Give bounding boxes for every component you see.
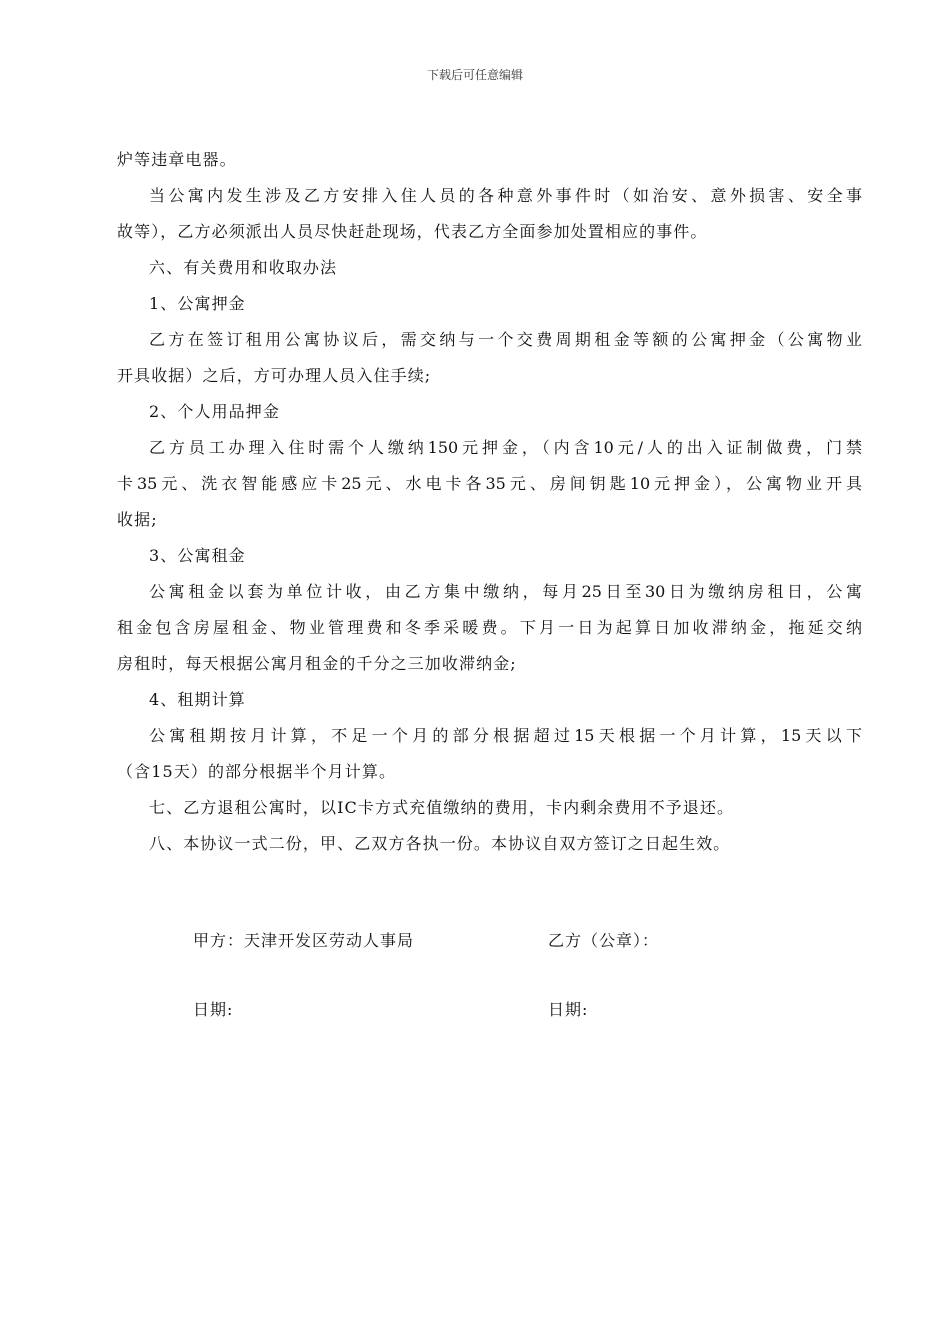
page-header: 下载后可任意编辑 [426, 68, 523, 82]
body-line-6: 乙方在签订租用公寓协议后，需交纳与一个交费周期租金等额的公寓押金（公寓物业 [149, 330, 862, 349]
party-a-signature: 甲方：天津开发区劳动人事局 [193, 931, 415, 950]
body-line-9: 乙方员工办理入住时需个人缴纳150元押金，（内含10元/人的出入证制做费，门禁 [149, 438, 862, 457]
subsection-personal-deposit: 2、个人用品押金 [149, 402, 280, 421]
section-heading-fees: 六、有关费用和收取办法 [149, 258, 338, 277]
document-body [117, 142, 862, 862]
party-a-date: 日期: [193, 1000, 234, 1019]
body-line-18: （含15天）的部分根据半个月计算。 [117, 762, 397, 781]
subsection-apartment-deposit: 1、公寓押金 [149, 294, 246, 313]
body-line-15: 房租时，每天根据公寓月租金的千分之三加收滞纳金; [117, 654, 517, 673]
body-line-13: 公寓租金以套为单位计收，由乙方集中缴纳，每月25日至30日为缴纳房租日，公寓 [149, 582, 862, 601]
subsection-apartment-rent: 3、公寓租金 [149, 546, 246, 565]
party-b-date: 日期: [548, 1000, 589, 1019]
body-line-2: 当公寓内发生涉及乙方安排入住人员的各种意外事件时（如治安、意外损害、安全事 [149, 186, 862, 205]
body-line-17: 公寓租期按月计算，不足一个月的部分根据超过15天根据一个月计算，15天以下 [149, 726, 862, 745]
clause-eight: 八、本协议一式二份，甲、乙双方各执一份。本协议自双方签订之日起生效。 [149, 834, 731, 853]
body-line-10: 卡35元、洗衣智能感应卡25元、水电卡各35元、房间钥匙10元押金），公寓物业开具 [117, 474, 862, 493]
body-line-7: 开具收据）之后，方可办理人员入住手续; [117, 366, 432, 385]
body-line-1: 炉等违章电器。 [117, 150, 237, 169]
clause-seven: 七、乙方退租公寓时，以IC卡方式充值缴纳的费用，卡内剩余费用不予退还。 [149, 798, 735, 817]
party-b-signature: 乙方（公章）： [548, 931, 660, 950]
body-line-11: 收据; [117, 510, 158, 529]
subsection-lease-period: 4、租期计算 [149, 690, 246, 709]
body-line-3: 故等），乙方必须派出人员尽快赶赴现场，代表乙方全面参加处置相应的事件。 [117, 222, 708, 241]
body-line-14: 租金包含房屋租金、物业管理费和冬季采暖费。下月一日为起算日加收滞纳金，拖延交纳 [117, 618, 862, 637]
